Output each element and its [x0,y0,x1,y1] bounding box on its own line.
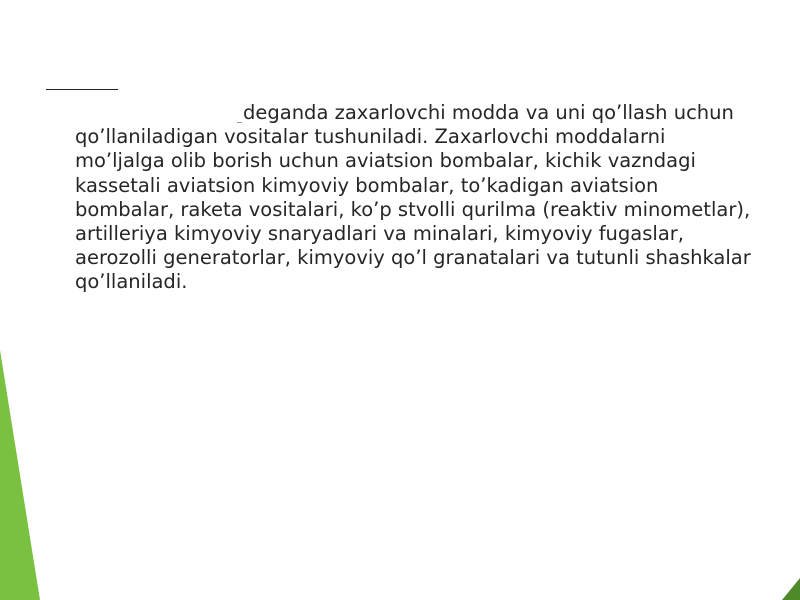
title-underline [46,89,118,90]
green-accent-left [0,350,40,600]
slide-body-text: deganda zaxarlovchi modda va uni qo’llash uchun qo’llaniladigan vositalar tushuniladi. Zaxarlovchi moddalarni mo’ljalga olib borish uchun aviatsion bombalar, kichik vazndagi kassetali aviatsion kimyoviy bombalar, to’kadigan aviatsion bombalar, raketa vositalari, ko’p stvolli qurilma (reaktiv minometlar), artilleriya kimyoviy snaryadlari va minalari, kimyoviy fugaslar, aerozolli generatorlar, kimyoviy qo’l granatalari va tutunli shashkalar qo’llaniladi. [75,101,751,294]
green-accent-right [782,578,800,600]
gap-marker [237,122,242,123]
missing-term-gap [75,118,237,119]
slide-body-paragraph [75,101,755,295]
